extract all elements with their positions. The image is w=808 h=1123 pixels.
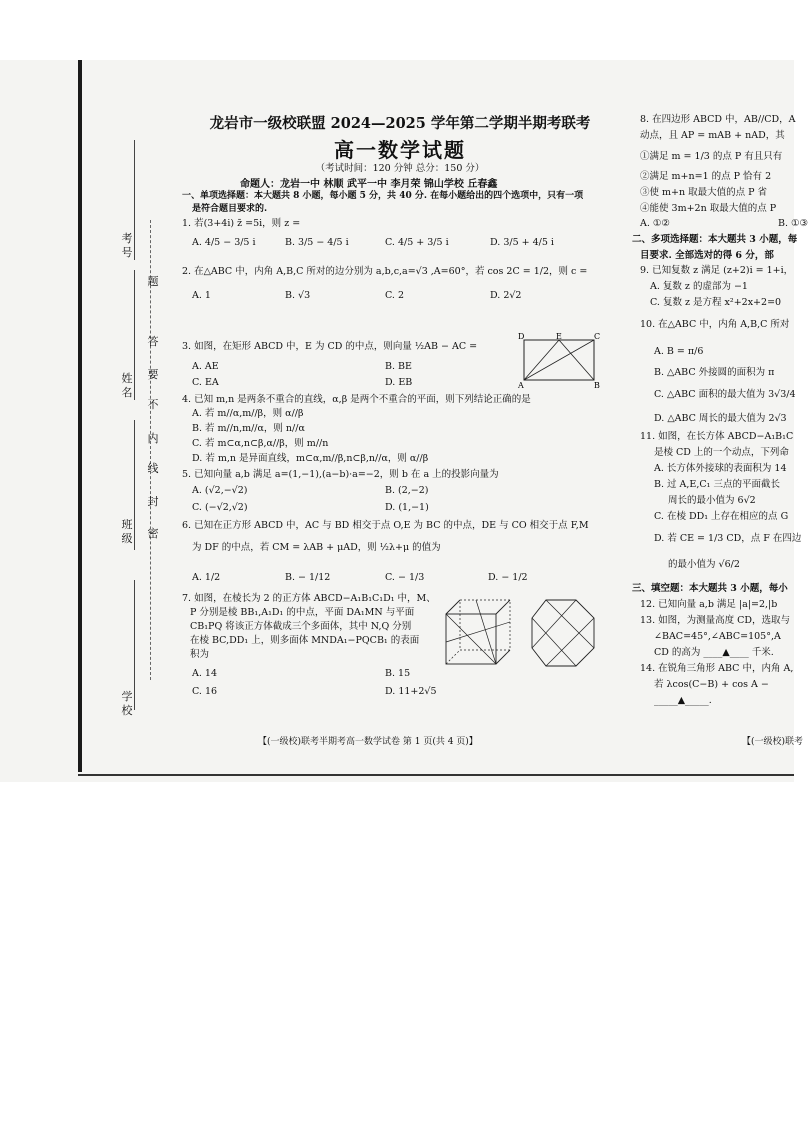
cube-figure: [436, 592, 516, 672]
q3-stem: 3. 如图，在矩形 ABCD 中，E 为 CD 的中点，则向量 ½AB − AC =: [182, 341, 478, 352]
octagon-figure: [526, 592, 602, 672]
r-line: C. 复数 z 是方程 x²+2x+2=0: [650, 297, 782, 308]
seal-char: 要: [147, 368, 159, 381]
q7-line-3: CB₁PQ 将该正方体截成三个多面体，其中 N,Q 分别: [190, 621, 412, 632]
r-line: A. ①②: [640, 218, 670, 229]
seal-char: 内: [147, 432, 159, 445]
r-line: ③使 m+n 取最大值的点 P 省: [640, 187, 768, 198]
r-line: ∠BAC=45°,∠ABC=105°,A: [654, 631, 781, 642]
q6-option-b: B. − 1/12: [285, 572, 331, 583]
exam-title: 龙岩市一级校联盟 2024—2025 学年第二学期半期考联考: [209, 115, 591, 132]
r-line: 10. 在△ABC 中，内角 A,B,C 所对: [640, 319, 790, 330]
r-line: 是棱 CD 上的一个动点，下列命: [654, 447, 789, 458]
r-line: ④能使 3m+2n 取最大值的点 P: [640, 203, 777, 214]
q7-option-d: D. 11+2√5: [385, 686, 437, 697]
r-line: 9. 已知复数 z 满足 (z+2)i = 1+i，: [640, 265, 794, 276]
r-line: B. 过 A,E,C₁ 三点的平面截长: [654, 479, 780, 490]
r-line: 12. 已知向量 a,b 满足 |a|=2,|b: [640, 599, 778, 610]
q3-option-b: B. BE: [385, 361, 412, 372]
fig-label-a: A: [518, 381, 524, 390]
q5-option-b: B. (2,−2): [385, 485, 429, 496]
q4-option-d: D. 若 m,n 是异面直线，m⊂α,m//β,n⊂β,n//α，则 α//β: [192, 453, 429, 464]
r-line: ①满足 m = 1/3 的点 P 有且只有: [640, 151, 783, 162]
right-footer: 【(一级校)联考: [742, 737, 804, 747]
q1-option-d: D. 3/5 + 4/5 i: [490, 237, 554, 248]
q1-option-c: C. 4/5 + 3/5 i: [385, 237, 449, 248]
r-line: 13. 如图，为测量高度 CD，选取与: [640, 615, 791, 626]
q5-option-c: C. (−√2,√2): [192, 502, 248, 513]
r-line: 的最小值为 √6/2: [668, 559, 740, 570]
q2-option-d: D. 2√2: [490, 290, 522, 301]
fig-label-b: B: [594, 381, 600, 390]
r-line: D. △ABC 周长的最大值为 2√3: [654, 413, 787, 424]
q7-line-4: 在棱 BC,DD₁ 上，则多面体 MNDA₁−PQCB₁ 的表面: [190, 635, 420, 646]
r-line: 11. 如图，在长方体 ABCD−A₁B₁C: [640, 431, 794, 442]
seal-char: 答: [147, 335, 159, 348]
r-line: 若 λcos(C−B) + cos A −: [654, 679, 769, 690]
seal-char: 题: [147, 275, 159, 288]
seal-char: 封: [147, 495, 159, 508]
section-heading-2: 是符合题目要求的.: [192, 204, 268, 214]
r-line: D. 若 CE = 1/3 CD，点 F 在四边: [654, 533, 802, 544]
q3-option-d: D. EB: [385, 377, 413, 388]
q6-option-d: D. − 1/2: [488, 572, 528, 583]
q6-option-a: A. 1/2: [192, 572, 221, 583]
r-line: 二、多项选择题：本大题共 3 小题，每: [632, 234, 798, 245]
exam-no-line: [134, 140, 135, 260]
q5-option-d: D. (1,−1): [385, 502, 429, 513]
r-line: 目要求. 全部选对的得 6 分，部: [640, 250, 774, 261]
r-line: C. 在棱 DD₁ 上存在相应的点 G: [654, 511, 789, 522]
q2-stem: 2. 在△ABC 中，内角 A,B,C 所对的边分别为 a,b,c,a=√3 ,A=60°，若 cos 2C = 1/2，则 c =: [182, 266, 588, 277]
q1-option-b: B. 3/5 − 4/5 i: [285, 237, 349, 248]
r-line: 三、填空题：本大题共 3 小题，每小: [632, 583, 788, 594]
r-line: 14. 在锐角三角形 ABC 中，内角 A,: [640, 663, 794, 674]
label-school: 学校: [121, 690, 133, 717]
q4-option-a: A. 若 m//α,m//β，则 α//β: [192, 408, 304, 419]
r-line: A. 长方体外接球的表面积为 14: [654, 463, 787, 474]
q3-option-c: C. EA: [192, 377, 219, 388]
q4-option-b: B. 若 m//n,m//α，则 n//α: [192, 423, 305, 434]
label-exam-no: 考号: [121, 232, 133, 259]
seal-char: 线: [147, 462, 159, 475]
subject-title: 高一数学试题: [334, 138, 466, 162]
rectangle-figure: [516, 332, 602, 388]
bottom-border: [78, 774, 794, 776]
q5-stem: 5. 已知向量 a,b 满足 a=(1,−1),(a−b)·a=−2，则 b 在 a 上的投影向量为: [182, 469, 499, 480]
r-line: B. △ABC 外接圆的面积为 π: [654, 367, 775, 378]
q3-option-a: A. AE: [192, 361, 219, 372]
q6-option-c: C. − 1/3: [385, 572, 425, 583]
binding-edge: [78, 60, 82, 772]
seal-char: 不: [147, 398, 159, 411]
q2-option-a: A. 1: [192, 290, 211, 301]
name-line: [134, 270, 135, 400]
authors: 命题人：龙岩一中 林顺 武平一中 李月荣 锦山学校 丘春鑫: [240, 179, 498, 190]
fig-label-d: D: [518, 332, 525, 341]
class-line: [134, 420, 135, 550]
label-name: 姓名: [121, 372, 133, 399]
exam-meta: （考试时间：120 分钟 总分：150 分）: [315, 163, 485, 174]
seal-char: 密: [147, 527, 159, 540]
r-line: 动点，且 AP = mAB + nAD，其: [640, 130, 785, 141]
r-line: 8. 在四边形 ABCD 中，AB//CD，A: [640, 114, 796, 125]
q7-line-2: P 分别是棱 BB₁,A₁D₁ 的中点，平面 DA₁MN 与平面: [190, 607, 415, 618]
school-line: [134, 580, 135, 710]
page-footer: 【(一级校)联考半期考高一数学试卷 第 1 页(共 4 页)】: [258, 737, 478, 747]
label-class: 班级: [121, 518, 133, 545]
q6-stem-2: 为 DF 的中点，若 CM = λAB + μAD，则 ½λ+μ 的值为: [192, 542, 441, 553]
q1-stem: 1. 若(3+4i) z̄ =5i，则 z =: [182, 218, 301, 229]
r-line: CD 的高为 ____▲____ 千米.: [654, 647, 774, 658]
q6-stem: 6. 已知在正方形 ABCD 中，AC 与 BD 相交于点 O,E 为 BC 的中点，DE 与 CO 相交于点 F,M: [182, 520, 589, 531]
q5-option-a: A. (√2,−√2): [192, 485, 248, 496]
q7-option-a: A. 14: [192, 668, 217, 679]
r-line: C. △ABC 面积的最大值为 3√3/4: [654, 389, 796, 400]
q1-option-a: A. 4/5 − 3/5 i: [192, 237, 256, 248]
q4-stem: 4. 已知 m,n 是两条不重合的直线，α,β 是两个不重合的平面，则下列结论正确的是: [182, 394, 531, 405]
fig-label-e: E: [556, 332, 562, 341]
q7-line-1: 7. 如图，在棱长为 2 的正方体 ABCD−A₁B₁C₁D₁ 中，M、: [182, 593, 436, 604]
q7-option-c: C. 16: [192, 686, 218, 697]
q7-option-b: B. 15: [385, 668, 411, 679]
q7-line-5: 积为: [190, 649, 210, 660]
q2-option-c: C. 2: [385, 290, 405, 301]
fig-label-c: C: [594, 332, 601, 341]
seal-line: [150, 220, 151, 680]
r-line: 周长的最小值为 6√2: [668, 495, 756, 506]
r-line: A. B = π/6: [654, 346, 704, 357]
q4-option-c: C. 若 m⊂α,n⊂β,α//β，则 m//n: [192, 438, 329, 449]
r-line: ②满足 m+n=1 的点 P 恰有 2: [640, 171, 772, 182]
section-heading: 一、单项选择题：本大题共 8 小题，每小题 5 分，共 40 分. 在每小题给出的四个选项中，只有一项: [182, 191, 584, 201]
r-line: _____▲_____.: [654, 695, 712, 706]
q2-option-b: B. √3: [285, 290, 311, 301]
r-line: A. 复数 z 的虚部为 −1: [650, 281, 748, 292]
r-line: B. ①③: [778, 218, 808, 229]
